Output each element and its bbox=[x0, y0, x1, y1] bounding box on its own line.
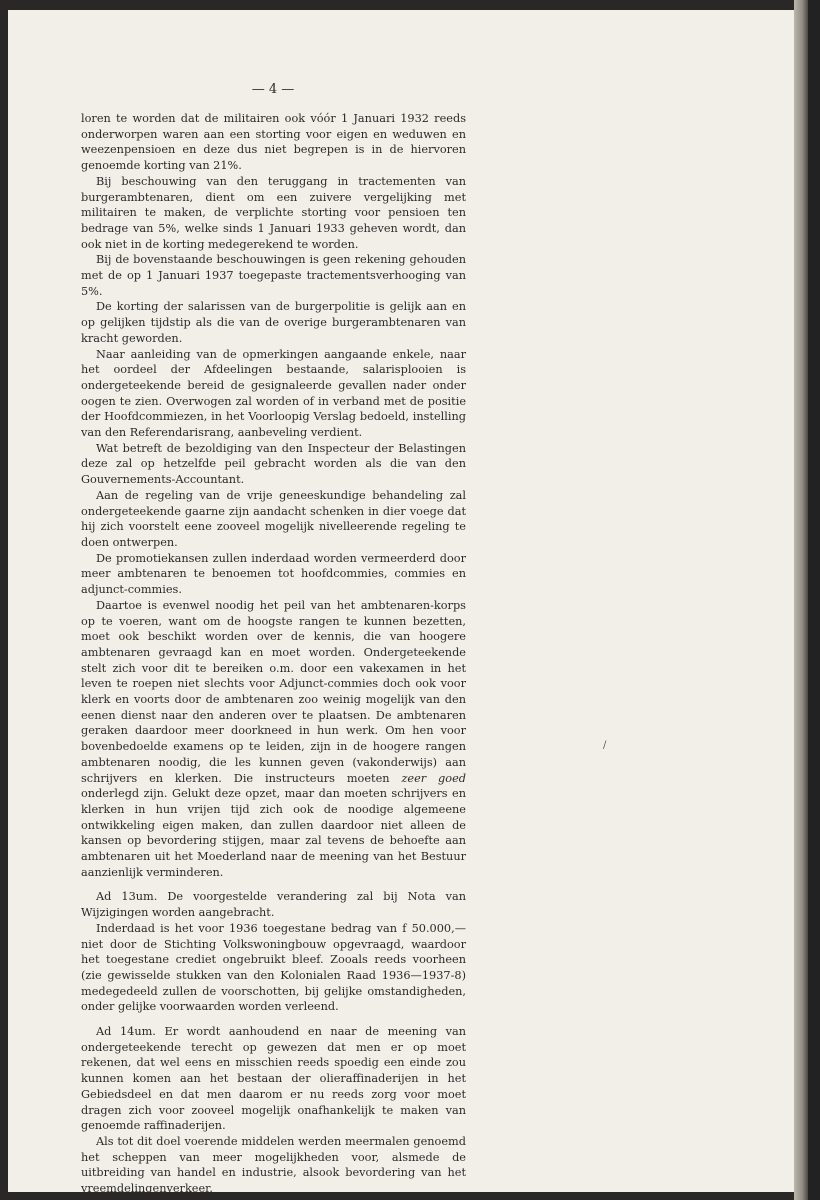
paragraph: De promotiekansen zullen inderdaad worden vermeerderd door meer ambtenaren te benoemen tot hoofdcommies, commies en adjunct-commies. bbox=[81, 551, 466, 597]
paragraph-text: onderlegd zijn. Gelukt deze opzet, maar dan moeten schrijvers en klerken in hun vrijen tijd zich ook de noodige algemeene ontwikkeling eigen maken, dan zullen daardoor niet alleen de kansen op bevordering stijgen, maar zal tevens de behoefte aan ambtenaren uit het Moederland naar de meening van het Bestuur aanzienlijk verminderen. bbox=[81, 787, 466, 879]
scanner-border bbox=[808, 0, 820, 1200]
page-number: — 4 — bbox=[251, 82, 295, 97]
paragraph-text: Daartoe is evenwel noodig het peil van het ambtenaren-korps op te voeren, want om de hoogste rangen te kunnen bezetten, moet ook beschikt worden over de kennis, die van hoogere ambtenaren gevraagd kan en moet worden. Ondergeteekende stelt zich voor dit te bereiken o.m. door een vakexamen in het leven te roepen niet slechts voor Adjunct-commies doch ook voor klerk en voorts door de ambtenaren zoo weinig mogelijk van den eenen dienst naar den anderen over te plaatsen. De ambtenaren geraken daardoor meer doorkneed in hun werk. Om hen voor bovenbedoelde examens op te leiden, zijn in de hoogere rangen ambtenaren noodig, die les kunnen geven (vakonderwijs) aan schrijvers en klerken. Die instructeurs moeten bbox=[81, 598, 466, 785]
page-edge bbox=[794, 0, 808, 1200]
paragraph: Bij beschouwing van den teruggang in tractementen van burgerambtenaren, dient om een zuivere vergelijking met militairen te maken, de verplichte storting voor pensioen ten bedrage van 5%, welke sinds 1 Januari 1933 geheven wordt, dan ook niet in de korting medegerekend te worden. bbox=[81, 174, 466, 251]
paragraph: Inderdaad is het voor 1936 toegestane bedrag van f 50.000,— niet door de Stichting Volkswoningbouw opgevraagd, waardoor het toegestane crediet ongebruikt bleef. Zooals reeds voorheen (zie gewisselde stukken van den Kolonialen Raad 1936—1937-8) medegedeeld zullen de voorschotten, bij gelijke omstandigheden, onder gelijke voorwaarden worden verleend. bbox=[81, 921, 466, 1014]
stray-mark: / bbox=[603, 740, 607, 751]
paragraph: Als tot dit doel voerende middelen werden meermalen genoemd het scheppen van meer mogelijkheden voor, alsmede de uitbreiding van handel en industrie, alsook bevordering van het vreemdelingenverkeer. bbox=[81, 1135, 466, 1196]
document-page bbox=[8, 10, 794, 1196]
paragraph: Bij de bovenstaande beschouwingen is geen rekening gehouden met de op 1 Januari 1937 toegepaste tractementsverhooging van 5%. bbox=[81, 253, 466, 298]
paragraph bbox=[81, 598, 466, 881]
paragraph: Wat betreft de bezoldiging van den Inspecteur der Belastingen deze zal op hetzelfde peil gebracht worden als die van den Gouvernements-Accountant. bbox=[81, 441, 466, 487]
paragraph-ad-13: Ad 13um. De voorgestelde verandering zal bij Nota van Wijzigingen worden aangebracht. bbox=[81, 890, 466, 920]
paragraph: loren te worden dat de militairen ook vóór 1 Januari 1932 reeds onderworpen waren aan een storting voor eigen en weduwen en weezenpensioen en deze dus niet begrepen is in de hiervoren genoemde korting van 21%. bbox=[81, 112, 466, 173]
emphasis-text: zeer goed bbox=[401, 771, 467, 785]
paragraph: Naar aanleiding van de opmerkingen aangaande enkele, naar het oordeel der Afdeelingen bestaande, salarisplooien is ondergeteekende bereid de gesignaleerde gevallen nader onder oogen te zien. Overwogen zal worden of in verband met de positie der Hoofdcommiezen, in het Voorloopig Verslag bedoeld, instelling van den Referendarisrang, aanbeveling verdient. bbox=[81, 347, 466, 440]
paragraph-ad-14: Ad 14um. Er wordt aanhoudend en naar de meening van ondergeteekende terecht op gewezen dat men er op moet rekenen, dat wel eens en misschien reeds spoedig een einde zou kunnen komen aan het bestaan der olieraffinaderijen in het Gebiedsdeel en dat men daarom er nu reeds zorg voor moet dragen zich voor zooveel mogelijk onafhankelijk te maken van genoemde raffinaderijen. bbox=[81, 1025, 466, 1133]
paragraph: De korting der salarissen van de burgerpolitie is gelijk aan en op gelijken tijdstip als die van de overige burgerambtenaren van kracht geworden. bbox=[81, 300, 466, 345]
paragraph: Aan de regeling van de vrije geneeskundige behandeling zal ondergeteekende gaarne zijn aandacht schenken in dier voege dat hij zich voorstelt eene zooveel mogelijk nivelleerende regeling te doen ontwerpen. bbox=[81, 488, 466, 549]
document-body bbox=[81, 111, 466, 1197]
